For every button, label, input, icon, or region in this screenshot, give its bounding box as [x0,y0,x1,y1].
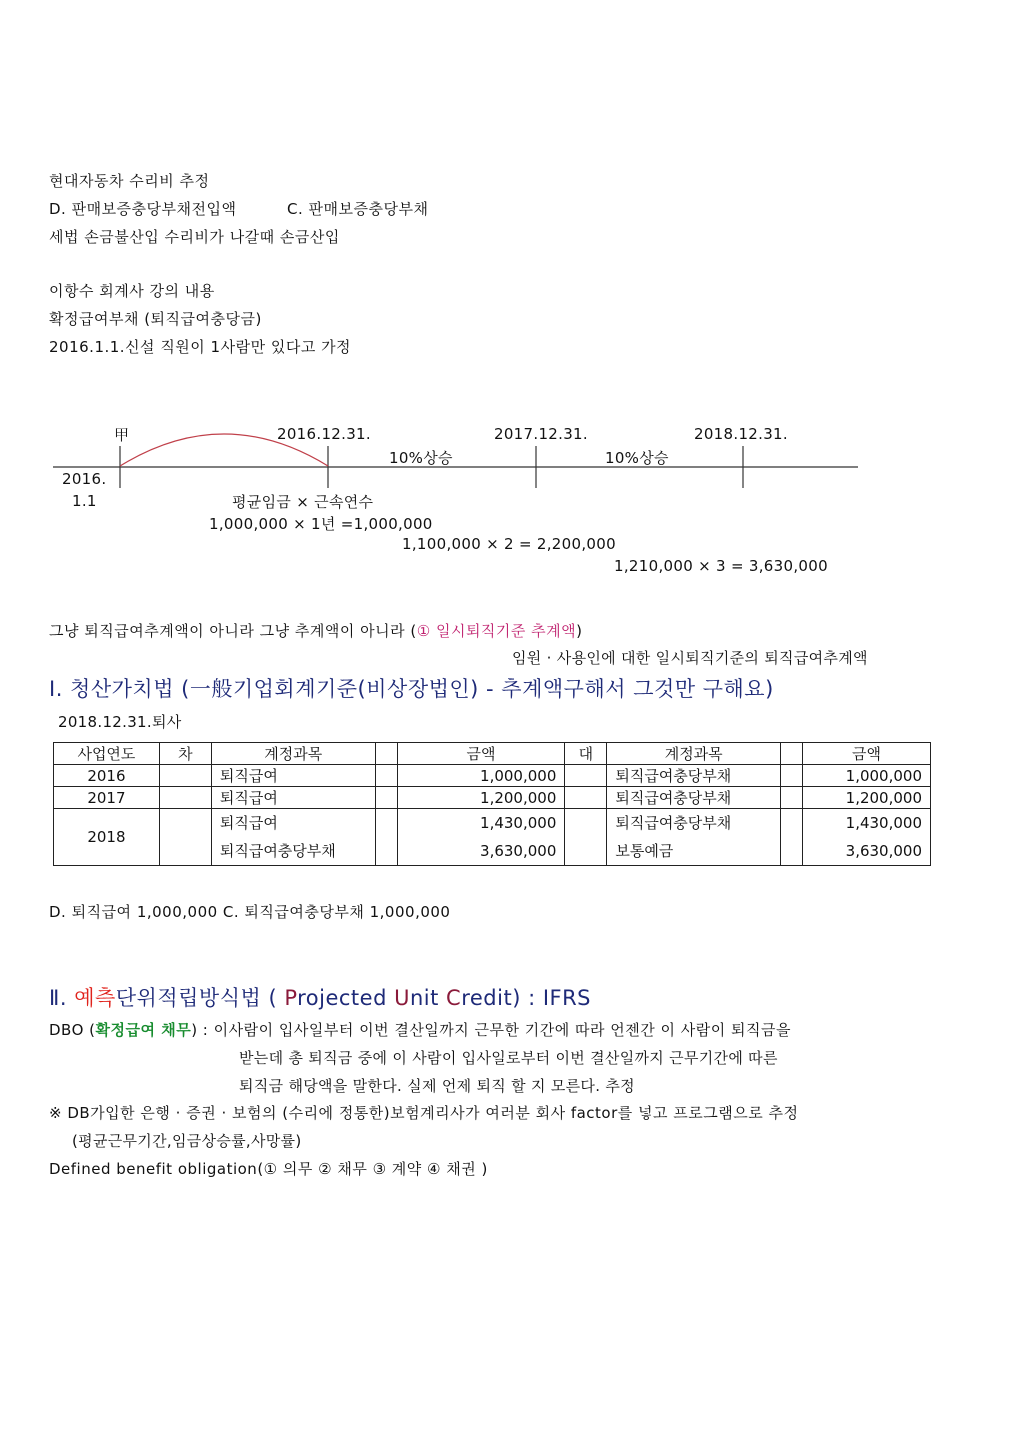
employee-marker: 甲 [114,426,130,444]
row-debit-amount: 1,200,000 [397,787,565,809]
section-2-numeral: Ⅱ. [49,986,75,1010]
date-2017-12-31: 2017.12.31. [494,425,588,443]
word-redit: redit [461,986,513,1010]
row-debit-account: 퇴직급여충당부채 [219,842,336,860]
estimate-subnote: 임원 · 사용인에 대한 일시퇴직기준의 퇴직급여추계액 [512,649,868,667]
row-credit-amount: 3,630,000 [845,842,922,860]
row-debit-account: 퇴직급여 [219,814,278,832]
letter-c: C [446,986,462,1010]
intro-line-6: 2016.1.1.신설 직원이 1사람만 있다고 가정 [49,338,352,356]
dbo-green: 확정급여 채무 [95,1021,192,1039]
ledger-row-2018 [54,809,931,866]
intro-line-5: 확정급여부채 (퇴직급여충당금) [49,310,262,328]
row-credit-amount: 1,000,000 [803,765,931,787]
dbo-line-1 [49,1019,791,1040]
calc-year-3: 1,210,000 × 3 = 3,630,000 [614,557,828,575]
header-spacer-2 [781,743,803,765]
row-credit-amount: 1,200,000 [803,787,931,809]
increase-label-2: 10%상승 [605,449,669,467]
section-2-red: 예측 [74,986,116,1010]
actuary-factors: (평균근무기간,임금상승률,사망률) [72,1132,302,1150]
row-debit-amount: 1,430,000 [480,814,557,832]
intro-line-4: 이항수 회계사 강의 내용 [49,282,215,300]
calc-year-2: 1,100,000 × 2 = 2,200,000 [402,535,616,553]
header-debit-amount: 금액 [397,743,565,765]
timeline-diagram [0,0,1024,600]
row-credit-amount: 1,430,000 [845,814,922,832]
intro-credit: C. 판매보증충당부채 [287,200,429,218]
row-debit-amount: 1,000,000 [397,765,565,787]
letter-p: P [284,986,298,1010]
intro-line-3: 세법 손금불산입 수리비가 나갈때 손금산입 [49,228,340,246]
intro-debit: D. 판매보증충당부채전입액 [49,200,237,218]
word-rojected: rojected [297,986,395,1010]
dbo-line-3: 퇴직금 해당액을 말한다. 실제 언제 퇴직 할 지 모른다. 추정 [239,1077,635,1095]
row-credit-account: 퇴직급여충당부채 [607,787,781,809]
dbo-label: DBO ( [49,1021,96,1039]
row-year: 2017 [54,787,160,809]
header-spacer-1 [375,743,397,765]
date-2018-12-31: 2018.12.31. [694,425,788,443]
dbo-line-2: 받는데 총 퇴직금 중에 이 사람이 입사일로부터 이번 결산일까지 근무기간에 따른 [239,1049,778,1067]
estimate-note-suffix: ) [576,622,583,640]
section-2-title [49,982,591,1012]
row-debit-account: 퇴직급여 [211,765,375,787]
row-credit-account: 퇴직급여충당부채 [607,765,781,787]
word-nit: nit [409,986,447,1010]
actuary-note: ※ DB가입한 은행 · 증권 · 보험의 (수리에 정통한)보험계리사가 여러분 회사 factor를 넣고 프로그램으로 추정 [49,1104,799,1122]
start-day: 1.1 [72,492,97,510]
start-year: 2016. [62,470,107,488]
estimate-note-prefix: 그냥 퇴직급여추계액이 아니라 그냥 추계액이 아니라 ( [49,622,417,640]
formula-header: 평균임금 × 근속연수 [232,493,374,511]
ledger-header-row [54,743,931,765]
section-2-end: ) : IFRS [512,986,592,1010]
header-credit-amount: 금액 [803,743,931,765]
ledger-row-2017 [54,787,931,809]
header-debit: 차 [159,743,211,765]
row-year: 2018 [54,809,160,866]
letter-u: U [394,986,410,1010]
increase-label-1: 10%상승 [389,449,453,467]
header-credit: 대 [565,743,607,765]
dbo-definition: Defined benefit obligation(① 의무 ② 채무 ③ 계약 ④ 채권 ) [49,1160,488,1178]
row-credit-account: 퇴직급여충당부채 [615,814,732,832]
intro-line-1: 현대자동차 수리비 추정 [49,172,210,190]
journal-entry: D. 퇴직급여 1,000,000 C. 퇴직급여충당부채 1,000,000 [49,903,451,921]
section-1-title: Ⅰ. 청산가치법 (一般기업회계기준(비상장법인) - 추계액구해서 그것만 구해요) [49,677,774,701]
date-2016-12-31: 2016.12.31. [277,425,371,443]
row-credit-account: 보통예금 [615,842,674,860]
row-debit-account: 퇴직급여 [211,787,375,809]
retire-date: 2018.12.31.퇴사 [58,713,182,731]
row-debit-amount: 3,630,000 [480,842,557,860]
row-year: 2016 [54,765,160,787]
journal-ledger-table [53,742,931,866]
header-debit-account: 계정과목 [211,743,375,765]
section-2-mid: 단위적립방식법 ( [115,986,285,1010]
ledger-row-2016 [54,765,931,787]
estimate-note [49,620,583,641]
header-year: 사업연도 [54,743,160,765]
dbo-text-1: ) : 이사람이 입사일부터 이번 결산일까지 근무한 기간에 따라 언젠간 이 사람이 퇴직금을 [191,1021,791,1039]
estimate-note-highlight: ① 일시퇴직기준 추계액 [416,622,577,640]
calc-year-1: 1,000,000 × 1년 =1,000,000 [209,515,433,533]
header-credit-account: 계정과목 [607,743,781,765]
